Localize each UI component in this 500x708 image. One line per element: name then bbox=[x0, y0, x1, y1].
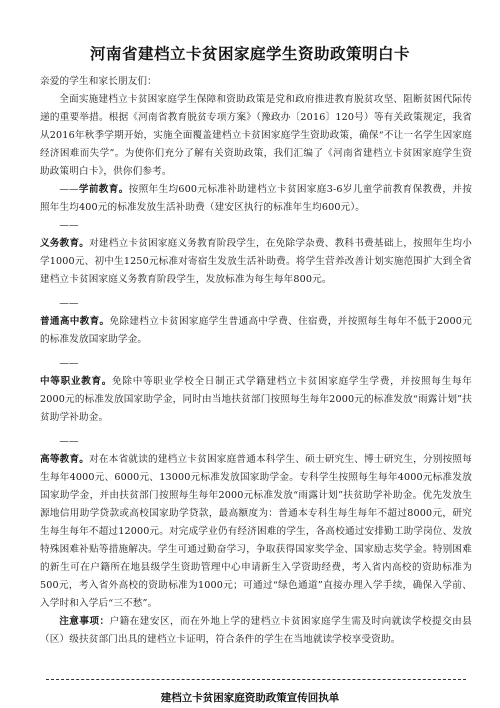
separator: —— bbox=[59, 184, 79, 195]
vocational-heading: 中等职业教育。 bbox=[40, 376, 113, 387]
preschool-section bbox=[40, 181, 472, 217]
compulsory-heading: 义务教育。 bbox=[40, 238, 90, 249]
highschool-heading: 普通高中教育。 bbox=[40, 316, 110, 327]
note-section bbox=[40, 613, 472, 649]
vocational-text: 免除中等职业学校全日制正式学籍建档立卡贫困家庭学生学费，并按照每生每年2000元的标准发放国家助学金，同时由当地扶贫部门按照每生每年2000元的标准发放“雨露计划”扶贫助学补助金。 bbox=[40, 376, 472, 423]
preschool-text: 按照年生均600元标准补助建档立卡贫困家庭3-6岁儿童学前教育保教费，并按照年生均400元的标准发放生活补助费（建安区执行的标准年生均600元）。 bbox=[40, 184, 473, 213]
receipt-title: 建档立卡贫困家庭资助政策宣传回执单 bbox=[160, 692, 340, 704]
higher-education-section bbox=[40, 451, 472, 613]
note-heading: 注意事项： bbox=[59, 616, 110, 627]
higher-education-heading: 高等教育。 bbox=[40, 454, 90, 465]
vocational-section bbox=[40, 373, 472, 427]
preschool-heading: 学前教育。 bbox=[78, 184, 129, 195]
highschool-section bbox=[40, 313, 472, 349]
separator: —— bbox=[59, 358, 79, 369]
note-text: 户籍在建安区，而在外地上学的建档立卡贫困家庭学生需及时向就读学校提交由县（区）级扶贫部门出具的建档立卡证明，符合条件的学生在当地就读学校享受资助。 bbox=[40, 616, 473, 645]
higher-education-text: 对在本省就读的建档立卡贫困家庭普通本科学生、硕士研究生、博士研究生，分别按照每生每年4000元、6000元、13000元标准发放国家助学金。专科学生按照每生每年4000元标准发放国家助学金，并由扶贫部门按照每生每年2000元标准发放“雨露计划”扶贫助学补助金。优先发放生源地信用助学贷款或高校国家助学贷款，最高额度为：普通本专科生每生每年不超过8000元，研究生每生每年不超过12000元。对完成学业仍有经济困难的学生，各高校通过安排勤工助学岗位、发放特殊困难补贴等措施解决。学生可通过勤奋学习，争取获得国家奖学金、国家励志奖学金。特别困难的新生可在户籍所在地县级学生资助管理中心申请新生入学资助经费，考入省内高校的资助标准为500元，考入省外高校的资助标准为1000元；可通过“绿色通道”直接办理入学手续，确保入学前、入学时和入学后“三不愁”。 bbox=[40, 454, 473, 609]
separator: —— bbox=[59, 220, 79, 231]
highschool-text: 免除建档立卡贫困家庭学生普通高中学费、住宿费，并按照每生每年不低于2000元的标准发放国家助学金。 bbox=[40, 316, 472, 345]
separator: —— bbox=[59, 436, 79, 447]
separator: —— bbox=[59, 298, 79, 309]
compulsory-section bbox=[40, 235, 472, 289]
intro-paragraph: 全面实施建档立卡贫困家庭学生保障和资助政策是党和政府推进教育脱贫攻坚、阻断贫困代际传递的重要举措。根据《河南省教育脱贫专项方案》（豫政办〔2016〕120号）等有关政策规定，我省从2016年秋季学期开始，实施全面覆盖建档立卡贫困家庭学生资助政策，确保“不让一名学生因家庭经济困难而失学”。为使你们充分了解有关资助政策，我们汇编了《河南省建档立卡贫困家庭学生资助政策明白卡》，供你们参考。 bbox=[40, 94, 472, 177]
document-body bbox=[40, 73, 472, 649]
greeting: 亲爱的学生和家长朋友们： bbox=[40, 76, 157, 87]
document-title: 河南省建档立卡贫困家庭学生资助政策明白卡 bbox=[89, 45, 410, 63]
cut-line-divider bbox=[46, 679, 466, 680]
compulsory-text: 对建档立卡贫困家庭义务教育阶段学生，在免除学杂费、教科书费基础上，按照年生均小学1000元、初中生1250元标准对寄宿生发放生活补助费。将学生营养改善计划实施范围扩大到全省建档立卡贫困家庭义务教育阶段学生，发放标准为每生每年800元。 bbox=[40, 238, 473, 285]
